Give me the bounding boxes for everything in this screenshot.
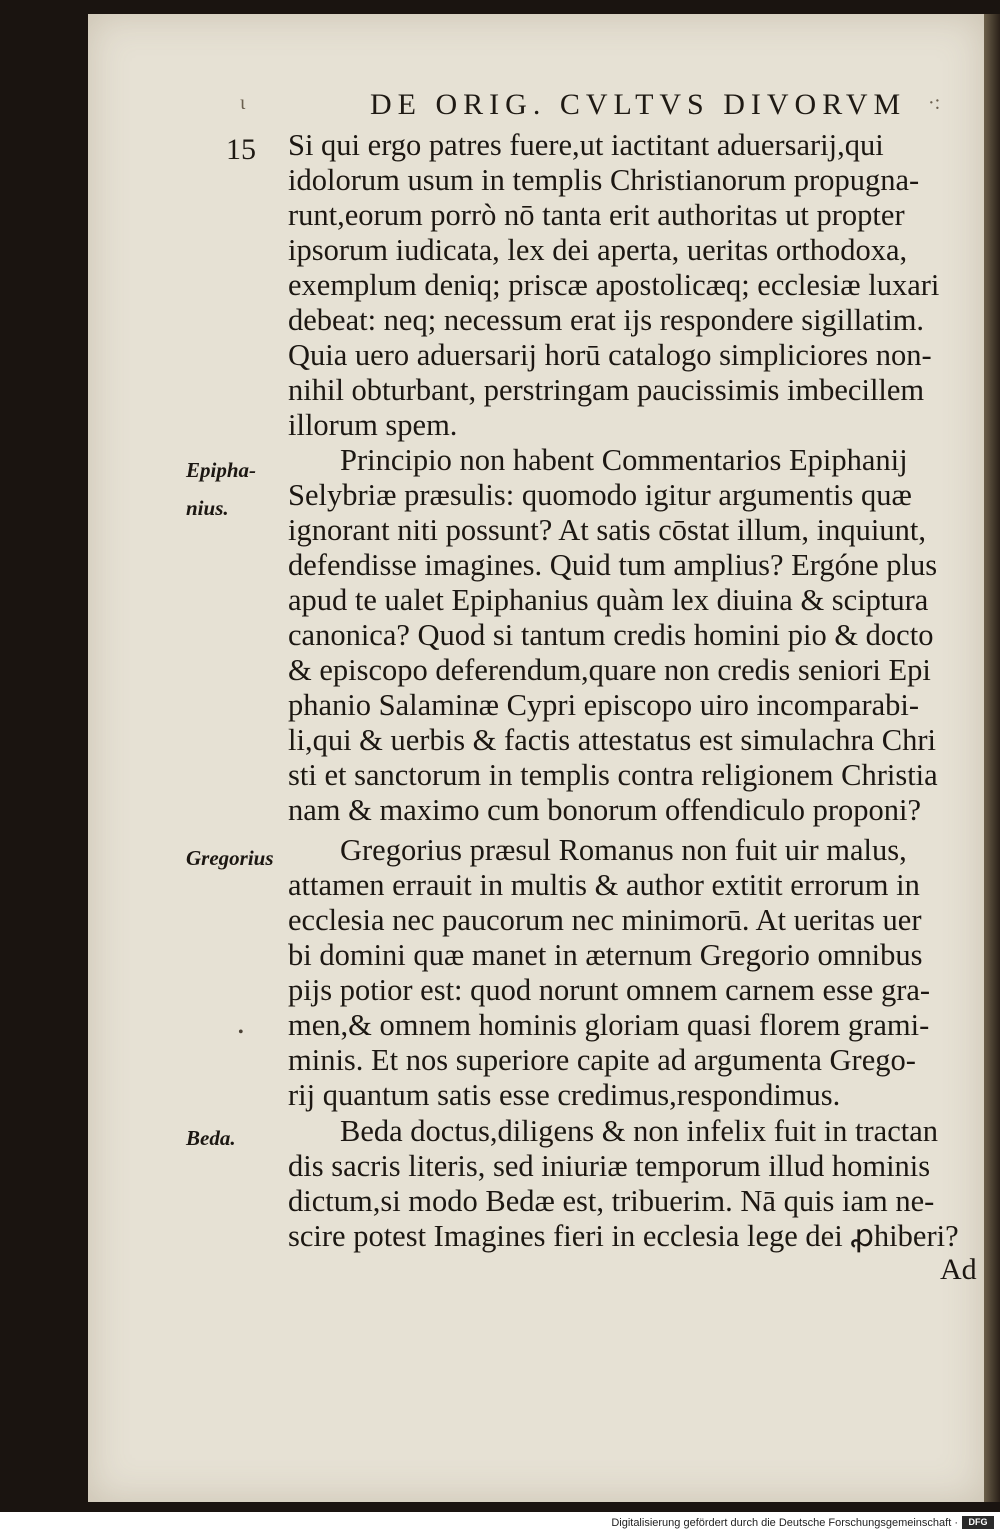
body-line: men,& omnem hominis gloriam quasi florem grami-: [288, 1008, 930, 1042]
footer-credit: Digitalisierung gefördert durch die Deutsche Forschungsgemeinschaft ·: [611, 1517, 958, 1529]
body-line: exemplum deniq; priscæ apostolicæq; ecclesiæ luxari: [288, 268, 940, 302]
body-line: ipsorum iudicata, lex dei aperta, ueritas orthodoxa,: [288, 233, 908, 267]
corner-mark: ɩ: [240, 92, 246, 114]
body-line: attamen errauit in multis & author extitit errorum in: [288, 868, 920, 902]
body-line: scire potest Imagines fieri in ecclesia lege dei ꝓhiberi?: [288, 1219, 959, 1253]
body-line: & episcopo deferendum,quare non credis seniori Epi: [288, 653, 931, 687]
catchword: Ad: [940, 1253, 977, 1286]
body-line: Beda doctus,diligens & non infelix fuit in tractan: [340, 1114, 939, 1148]
header-ornament: ·:: [928, 92, 941, 114]
body-line: pijs potior est: quod norunt omnem carnem esse gra-: [288, 973, 931, 1007]
body-line: ecclesia nec paucorum nec minimorū. At ueritas uer: [288, 903, 922, 937]
body-line: phanio Salaminæ Cypri episcopo uiro incomparabi-: [288, 688, 920, 722]
body-line: Principio non habent Commentarios Epiphanij: [340, 443, 908, 477]
body-line: nihil obturbant, perstringam paucissimis imbecillem: [288, 373, 925, 407]
folio-number: 15: [226, 133, 256, 166]
body-line: Si qui ergo patres fuere,ut iactitant aduersarij,qui: [288, 128, 884, 162]
body-line: apud te ualet Epiphanius quàm lex diuina & sciptura: [288, 583, 929, 617]
body-line: runt,eorum porrò nō tanta erit authoritas ut propter: [288, 198, 905, 232]
body-line: rij quantum satis esse credimus,respondimus.: [288, 1078, 841, 1112]
margin-dot: •: [238, 1024, 244, 1041]
margin-note-epiphanius-2: nius.: [186, 496, 229, 520]
body-line: li,qui & uerbis & factis attestatus est simulachra Chri: [288, 723, 936, 757]
body-line: canonica? Quod si tantum credis homini pio & docto: [288, 618, 934, 652]
body-line: ignorant niti possunt? At satis cōstat illum, inquiunt,: [288, 513, 926, 547]
body-line: dis sacris literis, sed iniuriæ temporum illud hominis: [288, 1149, 931, 1183]
body-line: minis. Et nos superiore capite ad argumenta Grego-: [288, 1043, 916, 1077]
margin-note-gregorius: Gregorius: [186, 846, 274, 870]
dfg-logo-icon: DFG: [962, 1516, 994, 1529]
body-line: debeat: neq; necessum erat ijs respondere sigillatim.: [288, 303, 925, 337]
body-line: illorum spem.: [288, 408, 458, 442]
margin-note-epiphanius-1: Epipha-: [186, 458, 257, 482]
body-line: idolorum usum in templis Christianorum propugna-: [288, 163, 920, 197]
body-line: bi domini quæ manet in æternum Gregorio omnibus: [288, 938, 923, 972]
page-edge-shadow: [984, 14, 1000, 1502]
body-line: defendisse imagines. Quid tum amplius? Ergóne plus: [288, 548, 938, 582]
body-line: Selybriæ præsulis: quomodo igitur argumentis quæ: [288, 478, 912, 512]
body-line: dictum,si modo Bedæ est, tribuerim. Nā quis iam ne-: [288, 1184, 935, 1218]
body-line: Gregorius præsul Romanus non fuit uir malus,: [340, 833, 907, 867]
body-line: Quia uero aduersarij horū catalogo simpliciores non-: [288, 338, 932, 372]
margin-note-beda: Beda.: [186, 1126, 236, 1150]
running-head: DE ORIG. CVLTVS DIVORVM: [370, 88, 907, 121]
body-line: nam & maximo cum bonorum offendiculo proponi?: [288, 793, 922, 827]
body-line: sti et sanctorum in templis contra religionem Christia: [288, 758, 938, 792]
